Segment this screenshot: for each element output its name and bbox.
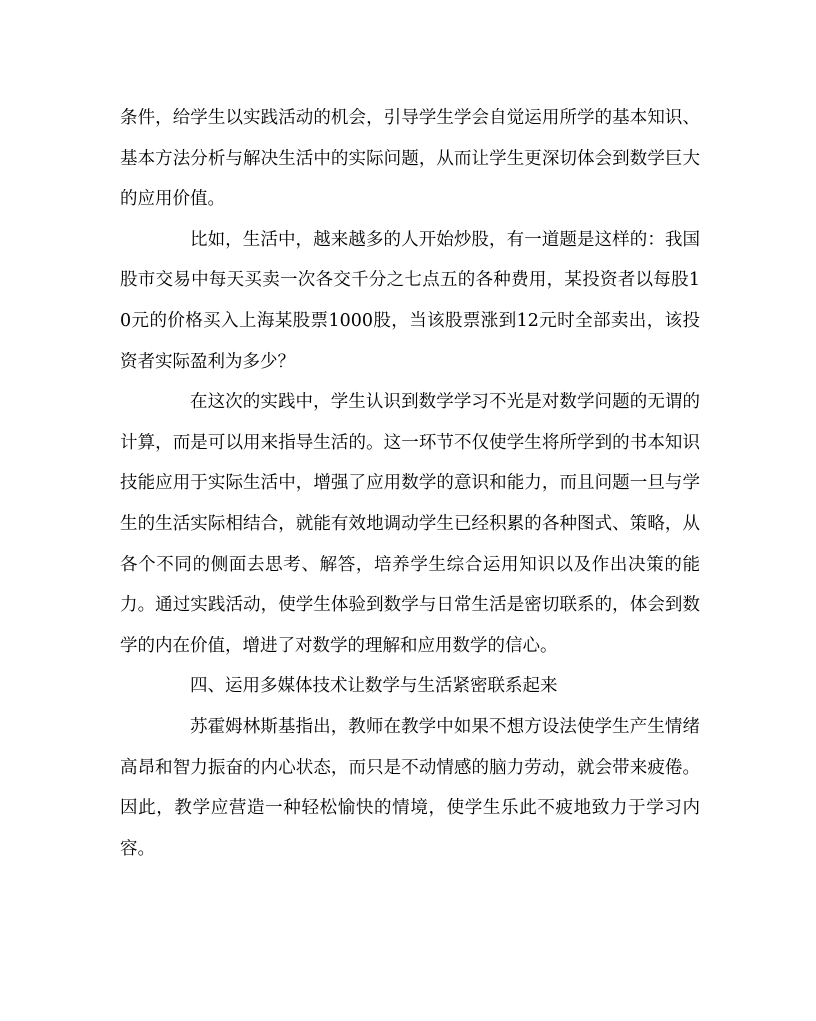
paragraph-stock-example: 比如，生活中，越来越多的人开始炒股，有一道题是这样的：我国股市交易中每天买卖一次各交千分之七点五的各种费用，某投资者以每股10元的价格买入上海某股票1000股，当该股票涨到12元时全部卖出，该投资者实际盈利为多少？: [120, 229, 700, 372]
paragraph-continuation: 条件，给学生以实践活动的机会，引导学生学会自觉运用所学的基本知识、基本方法分析与解决生活中的实际问题，从而让学生更深切体会到数学巨大的应用价值。: [120, 108, 700, 210]
document-body: [120, 98, 700, 869]
paragraph-sukhomlinsky: 苏霍姆林斯基指出，教师在教学中如果不想方设法使学生产生情绪高昂和智力振奋的内心状态，而只是不动情感的脑力劳动，就会带来疲倦。因此，教学应营造一种轻松愉快的情境，使学生乐此不疲地致力于学习内容。: [120, 716, 700, 859]
section-heading: 四、运用多媒体技术让数学与生活紧密联系起来: [190, 676, 558, 697]
paragraph-practice-reflection: 在这次的实践中，学生认识到数学学习不光是对数学问题的无谓的计算，而是可以用来指导生活的。这一环节不仅使学生将所学到的书本知识技能应用于实际生活中，增强了应用数学的意识和能力，而且问题一旦与学生的生活实际相结合，就能有效地调动学生已经积累的各种图式、策略，从各个不同的侧面去思考、解答，培养学生综合运用知识以及作出决策的能力。通过实践活动，使学生体验到数学与日常生活是密切联系的，体会到数学的内在价值，增进了对数学的理解和应用数学的信心。: [120, 392, 700, 656]
